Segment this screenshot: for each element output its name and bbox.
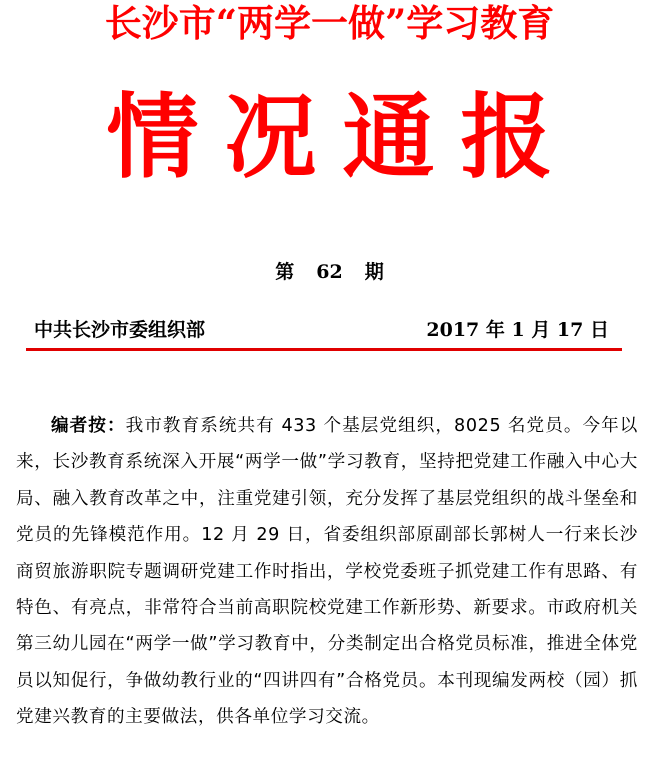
header-divider bbox=[26, 348, 622, 351]
header-top-title: 长沙市“两学一做”学习教育 bbox=[104, 1, 555, 45]
editor-note-paragraph bbox=[16, 408, 638, 736]
issue-number: 62 bbox=[316, 261, 343, 283]
issue-prefix: 第 bbox=[275, 261, 295, 283]
issue-number-line bbox=[0, 258, 659, 286]
issue-date: 2017 年 1 月 17 日 bbox=[426, 319, 609, 341]
editor-note-label: 编者按： bbox=[51, 415, 126, 436]
header-big-title: 情况通报 bbox=[106, 83, 579, 191]
issuing-organization: 中共长沙市委组织部 bbox=[34, 319, 206, 341]
editor-note-text: 我市教育系统共有 433 个基层党组织，8025 名党员。今年以来，长沙教育系统深入开展“两学一做”学习教育，坚持把党建工作融入中心大局、融入教育改革之中，注重党建引领，充分发挥了基层党组织的战斗堡垒和党员的先锋模范作用。12 月 29 日，省委组织部原副部长郭树人一行来长沙商贸旅游职院专题调研党建工作时指出，学校党委班子抓党建工作有思路、有特色、有亮点，非常符合当前高职院校党建工作新形势、新要求。市政府机关第三幼儿园在“两学一做”学习教育中，分类制定出合格党员标准，推进全体党员以知促行，争做幼教行业的“四讲四有”合格党员。本刊现编发两校（园）抓党建兴教育的主要做法，供各单位学习交流。 bbox=[16, 416, 638, 728]
issue-suffix: 期 bbox=[364, 261, 384, 283]
